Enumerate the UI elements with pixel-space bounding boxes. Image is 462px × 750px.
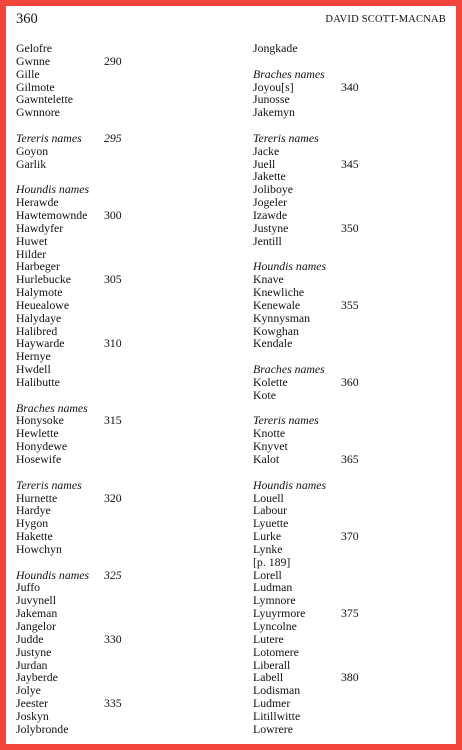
entry-text: Jayberde xyxy=(16,670,58,685)
entry-text: Kote xyxy=(253,387,276,402)
entry-text: Jakeman xyxy=(16,606,58,621)
name-entry xyxy=(16,106,246,119)
section-heading xyxy=(16,479,246,492)
line-number: 365 xyxy=(341,452,359,466)
entry-text: Kynnysman xyxy=(253,310,311,325)
entry-text: Herawde xyxy=(16,195,59,210)
entry-text: Jakette xyxy=(253,169,286,184)
section-heading xyxy=(253,132,453,145)
section-heading xyxy=(16,569,246,582)
entry-text: Howchyn xyxy=(16,541,62,556)
entry-text: Joliboye xyxy=(253,182,293,197)
name-entry xyxy=(253,286,453,299)
entry-text: Houndis names xyxy=(16,182,90,197)
entry-text: Gille xyxy=(16,66,40,81)
entry-text: Gwnnore xyxy=(16,105,60,120)
entry-text: Labell xyxy=(253,670,284,685)
name-entry xyxy=(16,145,246,158)
document-page xyxy=(6,6,456,744)
name-entry xyxy=(253,710,453,723)
entry-text: Jurdan xyxy=(16,657,48,672)
name-entry xyxy=(253,235,453,248)
name-entry xyxy=(253,209,453,222)
entry-text: Justyne xyxy=(16,644,52,659)
name-entry xyxy=(16,286,246,299)
entry-text: Garlik xyxy=(16,156,47,171)
entry-text: Lodisman xyxy=(253,683,301,698)
entry-text: Tereris names xyxy=(16,477,82,492)
name-entry xyxy=(16,68,246,81)
name-entry xyxy=(16,620,246,633)
name-entry xyxy=(16,633,246,646)
entry-text: Hilder xyxy=(16,246,47,261)
entry-text: Juffo xyxy=(16,580,41,595)
line-number: 305 xyxy=(104,272,122,287)
entry-text: Hwdell xyxy=(16,362,51,377)
entry-text: Kalot xyxy=(253,452,280,466)
page-header xyxy=(16,11,446,33)
entry-text: Hewlette xyxy=(16,426,59,441)
entry-text: Houndis names xyxy=(253,259,327,274)
line-number: 345 xyxy=(341,156,359,171)
line-number: 300 xyxy=(104,207,122,222)
entry-text: Goyon xyxy=(16,143,49,158)
name-entry xyxy=(253,543,453,556)
line-number: 325 xyxy=(104,567,122,582)
name-entry xyxy=(16,723,246,736)
entry-text: Hawtemownde xyxy=(16,207,88,222)
name-entry xyxy=(16,530,246,543)
entry-text: Huwet xyxy=(16,233,48,248)
name-entry xyxy=(16,697,246,710)
entry-text: Justyne xyxy=(253,220,289,235)
entry-text: Houndis names xyxy=(253,477,327,492)
entry-text: Kenewale xyxy=(253,297,301,312)
entry-text: Kendale xyxy=(253,336,293,351)
entry-text: Hardye xyxy=(16,503,51,518)
entry-text: Houndis names xyxy=(16,567,90,582)
name-entry xyxy=(16,646,246,659)
entry-text: Jogeler xyxy=(253,195,288,210)
entry-text: Labour xyxy=(253,503,288,518)
section-heading xyxy=(253,363,453,376)
entry-text: Halibred xyxy=(16,323,58,338)
line-number: 380 xyxy=(341,670,359,685)
entry-text: Tereris names xyxy=(253,130,319,145)
name-entry xyxy=(16,671,246,684)
entry-text: Jolye xyxy=(16,683,41,698)
entry-text: Lyuette xyxy=(253,516,289,531)
name-entry xyxy=(16,504,246,517)
line-number: 335 xyxy=(104,696,122,711)
entry-text: Joskyn xyxy=(16,708,49,723)
name-entry xyxy=(16,453,246,466)
entry-text: Braches names xyxy=(16,400,88,415)
line-number: 330 xyxy=(104,631,122,646)
entry-text: Juell xyxy=(253,156,276,171)
entry-text: Ludmer xyxy=(253,696,291,711)
name-entry xyxy=(16,376,246,389)
name-entry xyxy=(253,106,453,119)
name-entry xyxy=(253,337,453,350)
entry-text: [p. 189] xyxy=(253,554,291,569)
name-entry xyxy=(16,235,246,248)
entry-text: Judde xyxy=(16,631,44,646)
name-entry xyxy=(16,42,246,55)
line-number: 320 xyxy=(104,490,122,505)
name-entry xyxy=(253,556,453,569)
line-number: 310 xyxy=(104,336,122,351)
name-entry xyxy=(253,222,453,235)
blank-line xyxy=(16,556,246,569)
entry-text: Heuealowe xyxy=(16,297,70,312)
line-number: 290 xyxy=(104,53,122,68)
left-column xyxy=(16,42,246,736)
entry-text: Ludman xyxy=(253,580,293,595)
entry-text: Haywarde xyxy=(16,336,65,351)
name-entry xyxy=(253,697,453,710)
line-number: 375 xyxy=(341,606,359,621)
blank-line xyxy=(16,466,246,479)
entry-text: Gelofre xyxy=(16,41,53,55)
entry-text: Tereris names xyxy=(253,413,319,428)
entry-text: Hurnette xyxy=(16,490,58,505)
entry-text: Jolybronde xyxy=(16,721,69,736)
entry-text: Jangelor xyxy=(16,618,56,633)
entry-text: Hawdyfer xyxy=(16,220,64,235)
right-column xyxy=(253,42,453,736)
entry-text: Lotomere xyxy=(253,644,299,659)
entry-text: Joyou[s] xyxy=(253,79,294,94)
name-entry xyxy=(253,633,453,646)
entry-text: Hygon xyxy=(16,516,49,531)
name-entry xyxy=(253,723,453,736)
entry-text: Tereris names xyxy=(16,130,82,145)
name-entry xyxy=(16,299,246,312)
entry-text: Knewliche xyxy=(253,285,305,300)
name-entry xyxy=(253,312,453,325)
blank-line xyxy=(253,55,453,68)
entry-text: Kowghan xyxy=(253,323,299,338)
entry-text: Hurlebucke xyxy=(16,272,72,287)
running-head: DAVID SCOTT-MACNAB xyxy=(325,14,446,25)
name-entry xyxy=(16,543,246,556)
section-heading xyxy=(253,68,453,81)
entry-text: Liberall xyxy=(253,657,291,672)
name-entry xyxy=(16,158,246,171)
entry-text: Knave xyxy=(253,272,284,287)
entry-text: Jakemyn xyxy=(253,105,295,120)
entry-text: Jeester xyxy=(16,696,49,711)
entry-text: Gawntelette xyxy=(16,92,73,107)
name-entry xyxy=(16,363,246,376)
name-entry xyxy=(253,620,453,633)
line-number: 370 xyxy=(341,529,359,544)
page-number: 360 xyxy=(16,11,38,27)
entry-text: Jongkade xyxy=(253,41,298,55)
entry-text: Juvynell xyxy=(16,593,56,608)
section-heading xyxy=(253,479,453,492)
name-entry xyxy=(253,145,453,158)
entry-text: Litillwitte xyxy=(253,708,301,723)
line-number: 340 xyxy=(341,79,359,94)
name-entry xyxy=(253,299,453,312)
section-heading xyxy=(16,132,246,145)
blank-line xyxy=(16,119,246,132)
name-entry xyxy=(253,42,453,55)
entry-text: Lurke xyxy=(253,529,282,544)
entry-text: Lynke xyxy=(253,541,283,556)
blank-line xyxy=(253,466,453,479)
entry-text: Lowrere xyxy=(253,721,293,736)
entry-text: Lorell xyxy=(253,567,282,582)
entry-text: Halydaye xyxy=(16,310,62,325)
entry-text: Jentill xyxy=(253,233,282,248)
name-entry xyxy=(16,684,246,697)
entry-text: Halibutte xyxy=(16,374,60,389)
entry-text: Knyvet xyxy=(253,439,288,454)
line-number: 360 xyxy=(341,374,359,389)
entry-text: Lutere xyxy=(253,631,284,646)
entry-text: Hernye xyxy=(16,349,51,364)
name-entry xyxy=(253,530,453,543)
entry-text: Jacke xyxy=(253,143,280,158)
entry-text: Gwnne xyxy=(16,53,51,68)
entry-text: Braches names xyxy=(253,362,325,377)
name-entry xyxy=(16,710,246,723)
entry-text: Hakette xyxy=(16,529,53,544)
name-entry xyxy=(253,389,453,402)
entry-text: Kolette xyxy=(253,374,288,389)
name-entry xyxy=(16,55,246,68)
name-entry xyxy=(253,646,453,659)
blank-line xyxy=(253,119,453,132)
entry-text: Junosse xyxy=(253,92,290,107)
entry-text: Izawde xyxy=(253,207,288,222)
entry-text: Harbeger xyxy=(16,259,60,274)
name-entry xyxy=(16,222,246,235)
entry-text: Lyncolne xyxy=(253,618,297,633)
line-number: 315 xyxy=(104,413,122,428)
entry-text: Honydewe xyxy=(16,439,68,454)
entry-text: Hosewife xyxy=(16,452,62,466)
blank-line xyxy=(16,389,246,402)
entry-text: Honysoke xyxy=(16,413,64,428)
entry-text: Lymnore xyxy=(253,593,296,608)
name-entry xyxy=(16,209,246,222)
entry-text: Louell xyxy=(253,490,284,505)
name-entry xyxy=(253,376,453,389)
line-number: 355 xyxy=(341,297,359,312)
entry-text: Halymote xyxy=(16,285,63,300)
entry-text: Knotte xyxy=(253,426,286,441)
entry-text: Gilmote xyxy=(16,79,55,94)
line-number: 295 xyxy=(104,130,122,145)
entry-text: Braches names xyxy=(253,66,325,81)
name-entry xyxy=(253,453,453,466)
line-number: 350 xyxy=(341,220,359,235)
entry-text: Lyuyrmore xyxy=(253,606,306,621)
name-entry xyxy=(16,312,246,325)
